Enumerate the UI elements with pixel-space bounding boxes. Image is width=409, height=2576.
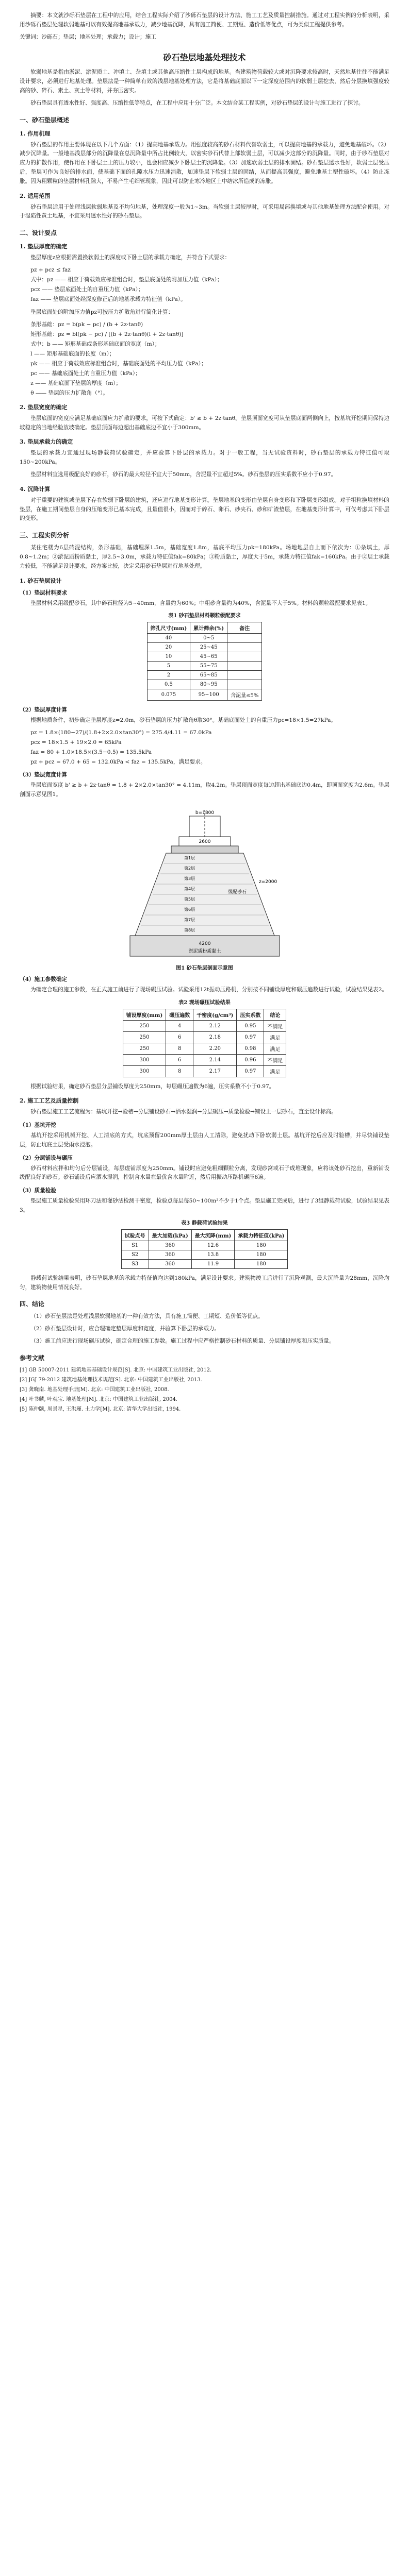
section-3-2-3-heading: （3）质量检验 [20,1188,56,1194]
formula-line: pc —— 基础底面处土的自重压力值（kPa）； [30,370,141,377]
table-3 [121,1229,288,1269]
top-width-label: 2600 [199,839,210,844]
table-cell: S2 [121,1250,149,1259]
table-cell: 180 [235,1250,288,1259]
table-cell: 2 [147,671,190,680]
formula-line: faz = 80 + 1.0×18.5×(3.5−0.5) = 135.5kPa [30,749,152,756]
paragraph-8: 垫层的承载力宜通过现场静载荷试验确定，并应验算下卧层的承载力。对于一般工程，当无试验资料时，砂石垫层的承载力特征值可取150~200kPa。 [20,450,389,466]
table-cell: S3 [121,1259,149,1268]
table-cell: 180 [235,1241,288,1250]
section-1-heading: 一、砂石垫层概述 [20,116,70,124]
paragraph-4: 砂石垫层适用于处理浅层软弱地基及不均匀地基，处理深度一般为1~3m。当软弱土层较厚时，可采用局部换填或与其他地基处理方法配合使用。对于湿陷性黄土地基，不宜采用透水性好的砂石垫层。 [20,204,389,219]
paragraph-5: 垫层厚度z应根据需置换软弱土的深度或下卧土层的承载力确定，并符合下式要求： [30,255,231,261]
paragraph-23: （2）砂石垫层设计时，应合理确定垫层厚度和宽度，并验算下卧层的承载力。 [30,1326,220,1332]
table-row [147,671,262,680]
reference-item: [4] 叶书麟, 叶观宝. 地基处理[M]. 北京: 中国建筑工业出版社, 2004. [20,1396,177,1402]
table-cell: 250 [123,1043,166,1054]
paragraph-20: 垫层施工质量检验采用环刀法和灌砂法检测干密度，检验点每层每50~100m²不少于1个点。垫层施工完成后，进行了3组静载荷试验，试验结果见表3。 [20,1198,389,1214]
thickness-label: z=2000 [258,879,277,885]
table-row [123,1065,286,1077]
table-header-cell: 铺设厚度(mm) [123,1009,166,1020]
paragraph-9: 垫层材料宜选用级配良好的砂石，砂石的最大粒径不宜大于50mm，含泥量不宜超过5%。砂石垫层的压实系数不应小于0.97。 [30,471,337,478]
section-1-1-heading: 1. 作用机理 [20,130,51,137]
section-3-2-heading: 2. 施工工艺及质量控制 [20,1097,79,1105]
table-2 [123,1009,287,1077]
table-cell: 300 [123,1065,166,1077]
section-3-1-1-heading: （1）垫层材料要求 [20,589,68,596]
table-row [147,689,262,701]
table-row [123,1043,286,1054]
base-width-label: b=1800 [195,810,214,816]
formula-line: pz + pcz ≤ faz [30,266,71,273]
table-cell: 2.20 [193,1043,237,1054]
paragraph-7: 垫层底面的宽度应满足基础底面应力扩散的要求，可按下式确定：b' ≥ b + 2z·tanθ。垫层顶面宽度可从垫层底面两侧向上，按基坑开挖期间保持边坡稳定的当地经验放坡确定。垫层顶面每边超出基础底边不宜小于300mm。 [20,415,389,431]
layer-label: 第5层 [184,896,195,902]
paragraph-2: 砂石垫层具有透水性好、强度高、压缩性低等特点，在工程中应用十分广泛。本文结合某工程实例，对砂石垫层的设计与施工进行了探讨。 [30,99,364,106]
table-header-cell: 筛孔尺寸(mm) [147,622,190,634]
table-cell [227,680,262,689]
table-header-cell: 最大沉降(mm) [191,1229,235,1241]
paragraph-6: 垫层底面处的附加压力值pz可按压力扩散角进行简化计算： [30,309,174,315]
section-3-heading: 三、工程实例分析 [20,532,70,539]
table-header-cell: 碾压遍数 [166,1009,193,1020]
paragraph-18: 基坑开挖采用机械开挖、人工清底的方式，坑底预留200mm厚土层由人工清除，避免扰动下卧软弱土层。基坑开挖后应及时验槽，并尽快铺设垫层，防止坑底土层受雨水浸泡。 [20,1132,389,1148]
table-cell [227,643,262,652]
layer-label: 第6层 [184,907,195,912]
table-1-caption: 表1 砂石垫层材料颗粒级配要求 [168,613,241,619]
paragraph-12: 垫层材料采用级配砂石，其中碎石粒径为5~40mm，含量约为60%；中粗砂含量约为40%，含泥量不大于5%。材料的颗粒级配要求见表1。 [30,600,371,606]
formula-line: z —— 基础底面下垫层的厚度（m）； [30,380,122,386]
paragraph-3: 砂石垫层的作用主要体现在以下几个方面：（1）提高地基承载力。用强度较高的砂石材料代替软弱土，可以提高地基的承载力，避免地基破坏。（2）减少沉降量。一般地基浅层部分的沉降量在总沉降量中所占比例较大，以密实砂石代替上部软弱土层，可以减少这部分的沉降量。同时，由于砂石垫层对应力的扩散作用，使作用在下卧层土上的压力较小，也会相应减少下卧层土的沉降量。（3）加速软弱土层的排水固结。砂石垫层透水性好，软弱土层受压后，垫层可作为良好的排水面，使基础下面的孔隙水压力迅速消散，加速垫层下软弱土层的固结，从而提高其强度，避免地基土塑性破坏。（4）防止冻胀。因为粗颗粒的垫层材料孔隙大，不易产生毛细管现象，因此可以防止寒冷地区土中结冰所造成的冻胀。 [20,141,389,184]
table-cell: 不满足 [264,1054,286,1065]
table-cell: 0.97 [237,1065,264,1077]
table-row [147,662,262,671]
table-cell: 25~45 [190,643,227,652]
table-cell: 250 [123,1031,166,1043]
table-cell: 360 [149,1241,191,1250]
reference-item: [1] GB 50007-2011 建筑地基基础设计规范[S]. 北京: 中国建筑工业出版社, 2012. [20,1367,212,1373]
paragraph-1: 软弱地基是指由淤泥、淤泥质土、冲填土、杂填土或其他高压缩性土层构成的地基。当建筑物荷载较大或对沉降要求较高时，天然地基往往不能满足设计要求，必须进行地基处理。垫层法是一种简单有效的浅层地基处理方法，它是将基础底面以下一定深度范围内的软弱土层挖去，然后分层换填强度较高的砂、碎石、素土、灰土等材料，并夯压密实。 [20,69,389,94]
section-2-4-heading: 4. 沉降计算 [20,485,51,493]
section-3-1-4-heading: （4）施工参数确定 [20,976,68,982]
table-header-cell: 压实系数 [237,1009,264,1020]
paragraph-21: 静载荷试验结果表明，砂石垫层地基的承载力特征值均达到180kPa，满足设计要求。建筑物竣工后进行了沉降观测，最大沉降量为28mm，沉降均匀，建筑物使用情况良好。 [20,1275,389,1291]
table-header-cell: 结论 [264,1009,286,1020]
table-2-caption: 表2 现场碾压试验结果 [178,999,231,1006]
paragraph-10: 对于重要的建筑或垫层下存在软弱下卧层的建筑，还应进行地基变形计算。垫层地基的变形由垫层自身变形和下卧层变形组成。对于粗粒换填材料的垫层，在施工期间垫层自身的压缩变形已基本完成，且量值很小，因而对于碎石、卵石、砂夹石、砂和矿渣垫层，在地基变形计算中，可仅考虑其下卧层的变形。 [20,497,389,522]
section-2-heading: 二、设计要点 [20,229,57,237]
table-cell: 8 [166,1065,193,1077]
table-row [147,634,262,643]
formula-line: l —— 矩形基础底面的长度（m）； [30,350,115,357]
article-title: 砂石垫层地基处理技术 [163,53,246,63]
table-cell: 95~100 [190,689,227,701]
section-3-1-2-heading: （2）垫层厚度计算 [20,707,68,714]
paragraph-22: （1）砂石垫层法是处理浅层软弱地基的一种有效方法，具有施工简便、工期短、造价低等优点。 [30,1313,264,1320]
table-cell: 0.97 [237,1031,264,1043]
table-cell: 0.5 [147,680,190,689]
figure-1-caption: 图1 砂石垫层剖面示意图 [176,965,233,971]
paragraph-15: 为确定合理的施工参数，在正式施工前进行了现场碾压试验。试验采用12t振动压路机，分别按不同铺设厚度和碾压遍数进行试验，试验结果见表2。 [30,986,388,993]
table-header-cell: 干密度(g/cm³) [193,1009,237,1020]
table-3-caption: 表3 静载荷试验结果 [181,1220,228,1226]
formula-line: pcz —— 垫层底面处土的自重压力值（kPa）； [30,286,144,293]
paragraph-14: 垫层底面宽度 b' ≥ b + 2z·tanθ = 1.8 + 2×2.0×tan30° = 4.11m，取4.2m。垫层顶面宽度每边超出基础底边0.4m，即顶面宽度为2.6m。垫层剖面示意见图1。 [20,782,389,798]
layer-label: 第7层 [184,917,195,922]
table-cell: 6 [166,1031,193,1043]
table-cell: 含泥量≤5% [227,689,262,701]
table-cell: S1 [121,1241,149,1250]
table-cell [227,671,262,680]
formula-block-2 [30,320,389,398]
table-cell: 8 [166,1043,193,1054]
table-cell [227,634,262,643]
table-cell: 0.98 [237,1043,264,1054]
formula-line: pk —— 相应于荷载效应标准组合时，基础底面处的平均压力值（kPa）； [30,360,207,367]
table-cell: 满足 [264,1031,286,1043]
formula-block-3 [30,728,389,767]
paragraph-24: （3）施工前应进行现场碾压试验，确定合理的施工参数。施工过程中应严格控制砂石材料的质量、分层铺设厚度和压实质量。 [30,1338,335,1345]
section-2-1-heading: 1. 垫层厚度的确定 [20,243,68,250]
table-cell: 满足 [264,1043,286,1054]
section-3-2-2-heading: （2）分层铺设与碾压 [20,1155,73,1161]
section-3-2-1-heading: （1）基坑开挖 [20,1122,56,1129]
formula-line: pz + pcz = 67.0 + 65 = 132.0kPa < faz = 135.5kPa，满足要求。 [30,759,206,766]
layer-label: 第3层 [184,876,195,881]
table-cell: 80~95 [190,680,227,689]
table-1 [147,622,263,701]
layer-label: 第1层 [184,855,195,860]
table-cell: 40 [147,634,190,643]
table-row [147,680,262,689]
layer-label: 第2层 [184,866,195,871]
table-cell: 300 [123,1054,166,1065]
table-cell: 4 [166,1020,193,1031]
table-row [123,1020,286,1031]
table-cell: 2.18 [193,1031,237,1043]
table-cell: 13.8 [191,1250,235,1259]
table-cell: 0.075 [147,689,190,701]
table-header-cell: 累计筛余(%) [190,622,227,634]
formula-line: 式中：pz —— 相应于荷载效应标准组合时，垫层底面处的附加压力值（kPa）； [30,276,223,283]
formula-line: faz —— 垫层底面处经深度修正后的地基承载力特征值（kPa）。 [30,296,186,302]
reference-item: [2] JGJ 79-2012 建筑地基处理技术规范[S]. 北京: 中国建筑工业出版社, 2013. [20,1377,202,1383]
paragraph-11: 某住宅楼为6层砖混结构，条形基础，基础埋深1.5m，基础宽度1.8m，基底平均压力pk=180kPa。场地地层自上而下依次为：①杂填土，厚0.8~1.2m；②淤泥质粉质黏土，厚2.5~3.0m，承载力特征值fak=80kPa；③粉质黏土，厚度大于5m，承载力特征值fak=160kPa。由于②层土承载力较低，不能满足设计要求，经方案比较，决定采用砂石垫层进行地基处理。 [20,545,389,569]
cross-section-diagram [127,806,282,960]
table-row [147,643,262,652]
table-cell: 5 [147,662,190,671]
paragraph-17: 砂石垫层施工工艺流程为：基坑开挖→验槽→分层铺设砂石→洒水湿润→分层碾压→质量检验→铺设上一层砂石，直至设计标高。 [30,1109,337,1115]
formula-line: θ —— 垫层的压力扩散角（°）。 [30,389,109,396]
formula-line: pcz = 18×1.5 + 19×2.0 = 65kPa [30,739,122,746]
section-3-1-3-heading: （3）垫层宽度计算 [20,772,68,778]
table-cell: 360 [149,1259,191,1268]
table-cell [227,652,262,662]
section-2-2-heading: 2. 垫层宽度的确定 [20,403,68,411]
formula-block-1 [30,266,389,304]
reference-list [20,1366,389,1414]
table-cell: 6 [166,1054,193,1065]
table-cell: 360 [149,1250,191,1259]
formula-line: 矩形基础：pz = bl(pk − pc) / [(b + 2z·tanθ)(l + 2z·tanθ)] [30,331,184,337]
table-cell [227,662,262,671]
formula-line: 条形基础：pz = b(pk − pc) / (b + 2z·tanθ) [30,321,143,328]
figure-1-cross-section [127,806,282,960]
table-cell: 2.14 [193,1054,237,1065]
keywords-line: 关键词：沙砾石；垫层；地基处理；承载力；设计；施工 [20,33,156,40]
formula-line: 式中：b —— 矩形基础或条形基础底面的宽度（m）； [30,341,160,347]
paragraph-13: 根据地质条件，初步确定垫层厚度z=2.0m，砂石垫层的压力扩散角θ取30°。基础底面处土的自重压力pc=18×1.5=27kPa。 [30,717,336,724]
paragraph-19: 砂石材料应拌和均匀后分层铺设，每层虚铺厚度为250mm。铺设时应避免粗细颗粒分离，发现砂窝或石子成堆现象，应将该处砂石挖出，重新铺设级配良好的砂石。砂石铺设后应洒水湿润，控制含水量在最优含水量附近，然后用振动压路机碾压6遍。 [20,1165,389,1181]
formula-line: pz = 1.8×(180−27)/(1.8+2×2.0×tan30°) = 275.4/4.11 = 67.0kPa [30,730,212,736]
table-cell: 12.6 [191,1241,235,1250]
references-heading: 参考文献 [20,1354,45,1362]
table-cell: 65~85 [190,671,227,680]
table-cell: 11.9 [191,1259,235,1268]
section-1-2-heading: 2. 适用范围 [20,192,51,199]
table-row [121,1250,288,1259]
table-cell: 250 [123,1020,166,1031]
table-row [123,1031,286,1043]
abstract-paragraph: 摘要：本文就沙砾石垫层在工程中的应用，结合工程实际介绍了沙砾石垫层的设计方法、施工工艺及质量控制措施。通过对工程实例的分析表明，采用沙砾石垫层处理软弱地基可以有效提高地基承载力，减少地基沉降，具有施工简便、工期短、造价低等优点，可为类似工程提供参考。 [20,12,389,28]
fill-material-label: 级配砂石 [227,889,247,895]
layer-label: 第4层 [184,886,195,891]
table-row [121,1259,288,1268]
table-row [121,1241,288,1250]
table-header-cell: 备注 [227,622,262,634]
table-cell: 0.96 [237,1054,264,1065]
table-row [147,652,262,662]
table-header-cell: 承载力特征值(kPa) [235,1229,288,1241]
section-3-1-heading: 1. 砂石垫层设计 [20,577,62,584]
table-cell: 0~5 [190,634,227,643]
table-row [123,1054,286,1065]
table-cell: 2.12 [193,1020,237,1031]
soft-soil-label: 淤泥质粉质黏土 [188,948,221,954]
section-2-3-heading: 3. 垫层承载力的确定 [20,438,73,446]
table-cell: 0.95 [237,1020,264,1031]
table-cell: 2.17 [193,1065,237,1077]
table-cell: 45~65 [190,652,227,662]
table-cell: 10 [147,652,190,662]
reference-item: [3] 龚晓南. 地基处理手册[M]. 北京: 中国建筑工业出版社, 2008. [20,1386,169,1393]
reference-item: [5] 陈仲颐, 周景星, 王洪瑾. 土力学[M]. 北京: 清华大学出版社, 1994. [20,1406,181,1412]
table-cell: 不满足 [264,1020,286,1031]
paragraph-16: 根据试验结果，确定砂石垫层分层铺设厚度为250mm，每层碾压遍数为6遍，压实系数不小于0.97。 [30,1083,275,1090]
table-cell: 55~75 [190,662,227,671]
table-cell: 20 [147,643,190,652]
layer-label: 第8层 [184,927,195,933]
table-cell: 180 [235,1259,288,1268]
section-4-heading: 四、结论 [20,1300,45,1308]
table-header-cell: 最大加载(kPa) [149,1229,191,1241]
table-header-cell: 试验点号 [121,1229,149,1241]
bottom-width-label: 4200 [199,941,210,946]
table-cell: 满足 [264,1065,286,1077]
